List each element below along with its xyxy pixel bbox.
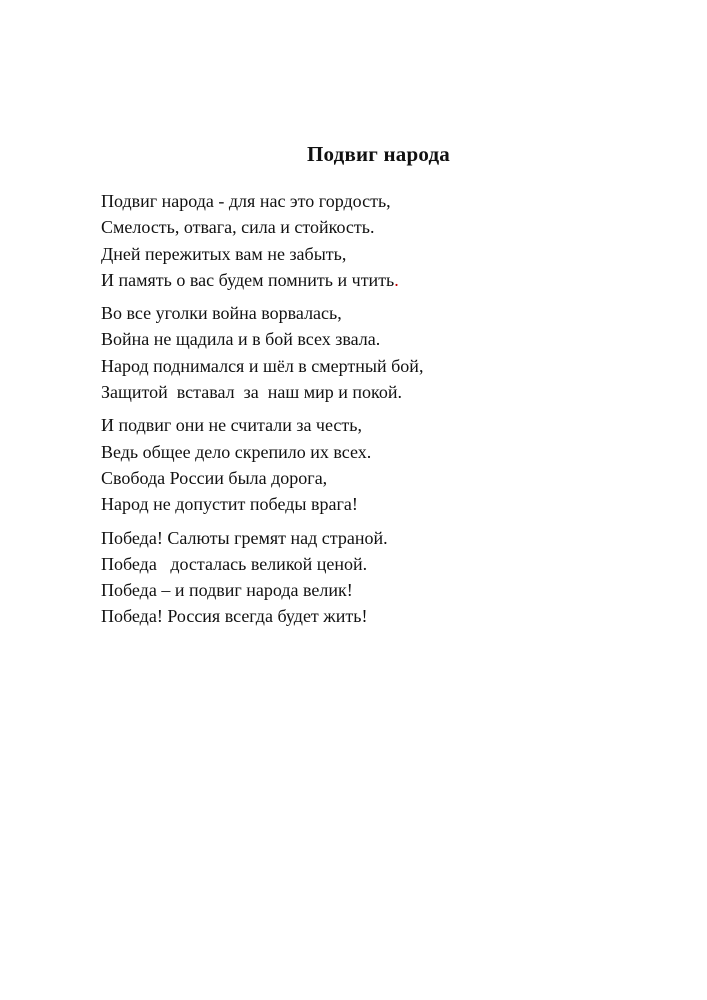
red-period: . bbox=[394, 269, 399, 290]
poem-line: Победа! Россия всегда будет жить! bbox=[101, 606, 368, 627]
poem-line: Война не щадила и в бой всех звала. bbox=[101, 329, 381, 350]
poem-line: Народ не допустит победы врага! bbox=[101, 494, 358, 515]
poem-line: Победа! Салюты гремят над страной. bbox=[101, 527, 388, 548]
poem bbox=[0, 188, 707, 630]
poem-line: Смелость, отвага, сила и стойкость. bbox=[101, 217, 375, 238]
poem-line-text: И память о вас будем помнить и чтить bbox=[101, 269, 395, 290]
poem-line: Победа – и подвиг народа велик! bbox=[101, 580, 353, 601]
poem-line: Во все уголки война ворвалась, bbox=[101, 303, 342, 324]
stanza-3 bbox=[101, 412, 656, 517]
stanza-1 bbox=[101, 188, 656, 293]
poem-line: И подвиг они не считали за честь, bbox=[101, 415, 362, 436]
poem-line: Народ поднимался и шёл в смертный бой, bbox=[101, 355, 424, 376]
poem-line: Дней пережитых вам не забыть, bbox=[101, 243, 347, 264]
poem-line: Подвиг народа - для нас это гордость, bbox=[101, 191, 391, 211]
page-title: Подвиг народа bbox=[307, 142, 450, 166]
poem-line: Победа досталась великой ценой. bbox=[101, 553, 368, 574]
poem-line: Защитой вставал за наш мир и покой. bbox=[101, 382, 402, 403]
stanza-2 bbox=[101, 300, 656, 405]
stanza-4 bbox=[101, 525, 656, 630]
poem-line: Свобода России была дорога, bbox=[101, 467, 328, 488]
poem-line: Ведь общее дело скрепило их всех. bbox=[101, 441, 372, 462]
poem-line bbox=[101, 267, 656, 293]
